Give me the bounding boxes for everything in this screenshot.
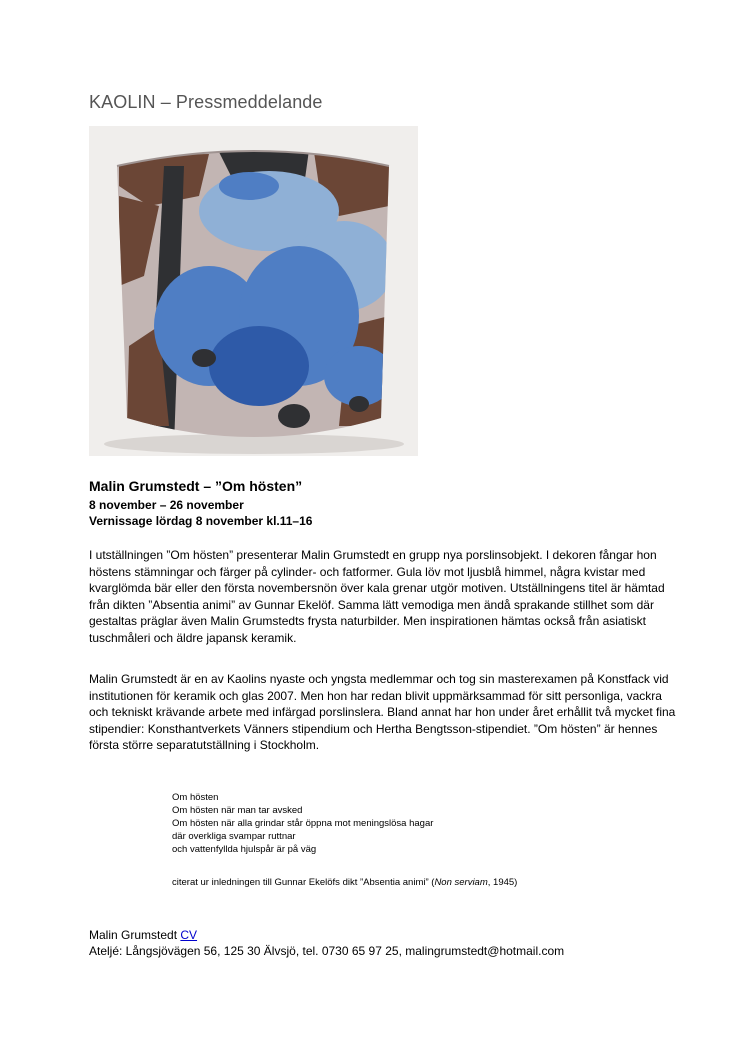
vernissage-info: Vernissage lördag 8 november kl.11–16 xyxy=(89,514,313,528)
poem-line: där overkliga svampar ruttnar xyxy=(172,831,296,842)
artist-line xyxy=(89,928,197,942)
page-title: KAOLIN – Pressmeddelande xyxy=(89,92,323,112)
poem-line: Om hösten xyxy=(172,792,219,803)
ceramic-vessel-photo xyxy=(89,126,418,456)
exhibition-heading: Malin Grumstedt – ”Om hösten” xyxy=(89,478,303,494)
poem-line: Om hösten när alla grindar står öppna mot meningslösa hagar xyxy=(172,818,434,829)
exhibition-dates: 8 november – 26 november xyxy=(89,498,244,512)
poem-citation xyxy=(172,877,517,888)
ceramic-vessel-illustration xyxy=(89,126,418,456)
poem-excerpt xyxy=(172,791,592,856)
body-paragraph-1: I utställningen ”Om hösten” presenterar Malin Grumstedt en grupp nya porslinsobjekt. I dekoren fångar hon höstens stämningar och färger på cylinder- och fatformer. Gula löv mot ljusblå himmel, några kvistar med kvarglömda bär eller den första novembersnön över kala grenar utgör motiven. Utställningens titel är hämtad från dikten ”Absentia animi” av Gunnar Ekelöf. Samma lätt vemodiga men ändå sprakande stillhet som där gestaltas präglar även Malin Grumstedts frysta naturbilder. Men inspirationen hämtas också från asiatiskt tuschmåleri och äldre japansk keramik. xyxy=(89,548,665,645)
poem-line: Om hösten när man tar avsked xyxy=(172,805,303,816)
citation-work-title: Non serviam xyxy=(434,877,488,888)
citation-prefix: citerat ur inledningen till Gunnar Ekelöfs dikt ”Absentia animi” ( xyxy=(172,877,435,888)
artist-name: Malin Grumstedt xyxy=(89,928,178,942)
studio-contact: Ateljé: Långsjövägen 56, 125 30 Älvsjö, tel. 0730 65 97 25, malingrumstedt@hotmail.com xyxy=(89,944,565,958)
poem-line: och vattenfyllda hjulspår är på väg xyxy=(172,844,317,855)
cv-link[interactable]: CV xyxy=(180,928,198,942)
body-paragraph-2: Malin Grumstedt är en av Kaolins nyaste och yngsta medlemmar och tog sin masterexamen på Konstfack vid institutionen för keramik och glas 2007. Men hon har redan blivit uppmärksammad för sitt personliga, vackra och tekniskt krävande arbete med infärgad porslinslera. Bland annat har hon under året erhållit två mycket fina stipendier: Konsthantverkets Vänners stipendium och Hertha Bengtsson-stipendiet. ”Om hösten” är hennes första större separatutställning i Stockholm. xyxy=(89,672,676,752)
citation-suffix: , 1945) xyxy=(487,877,518,888)
